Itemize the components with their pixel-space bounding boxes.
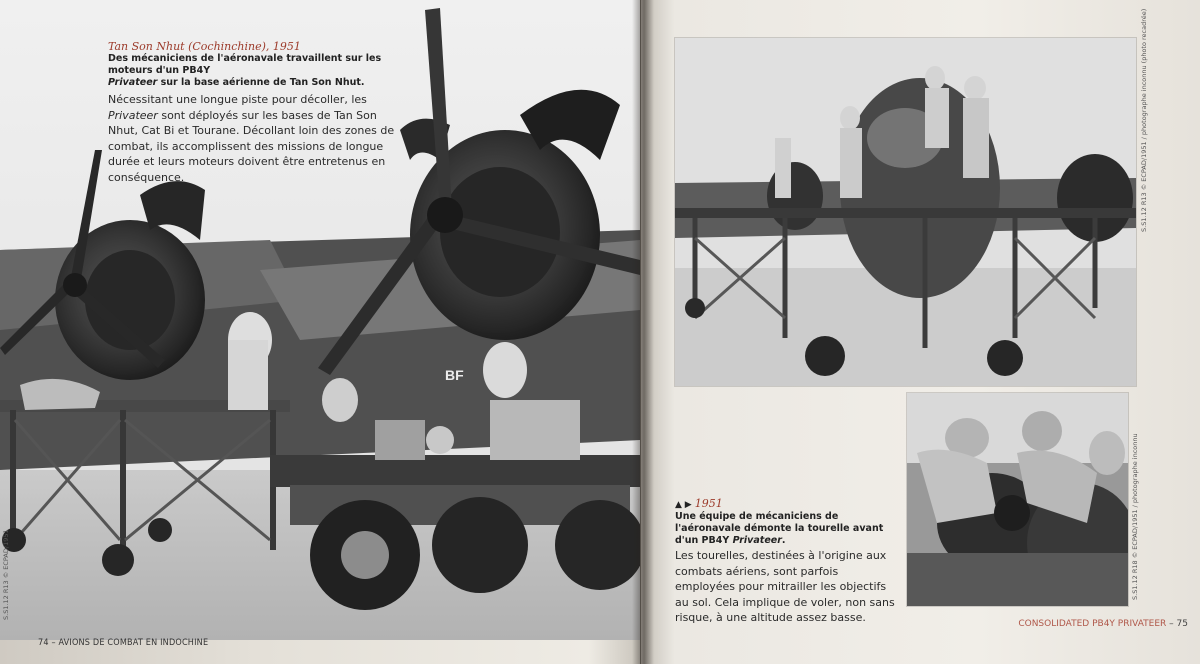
left-photo-credit: S.S1.12 R13 © ECPAD/1951 [2, 529, 10, 620]
right-caption-text-start: Une équipe de mécaniciens de l'aéronavale démonte la tourelle avant d'un [675, 511, 884, 546]
left-caption [108, 40, 408, 89]
right-caption-model: PB4Y [701, 535, 730, 546]
caption-arrows-icon: ▲ ▶ [675, 500, 692, 510]
right-caption-end: . [781, 535, 786, 546]
photo-scaffold-turret [675, 38, 1136, 386]
top-photo-credit: S.S1.12 R13 © ECPAD/1951 / photographe inconnu (photo recadrée) [1140, 8, 1148, 232]
folio-number: – 75 [1169, 619, 1188, 629]
folio-series: CONSOLIDATED PB4Y PRIVATEER [1018, 619, 1167, 629]
photo-top-right [675, 38, 1136, 386]
left-caption-text-end: sur la base aérienne de Tan Son Nhut. [157, 77, 365, 88]
photo-bottom-right [907, 393, 1128, 606]
folio-left: 74 – AVIONS DE COMBAT EN INDOCHINE [38, 638, 209, 648]
left-caption-title: Tan Son Nhut (Cochinchine), 1951 [108, 40, 301, 53]
bottom-photo-credit: S.S1.12 R18 © ECPAD/1951 / photographe inconnu [1131, 433, 1139, 600]
photo-turret-removal [907, 393, 1128, 606]
right-body-paragraph: Les tourelles, destinées à l'origine aux combats aériens, sont parfois employées pour mitrailler les objectifs au sol. Cela implique de voler, non sans risque, à une altitude assez basse. [675, 549, 895, 624]
folio-right [1018, 619, 1188, 629]
left-caption-text [108, 53, 408, 89]
right-caption [675, 492, 900, 547]
right-caption-name: Privateer [732, 535, 782, 546]
left-caption-text-start: Des mécaniciens de l'aéronavale travaillent sur les moteurs d'un [108, 53, 382, 76]
left-body-part2: sont déployés sur les bases de Tan Son Nhut, Cat Bi et Tourane. Décollant loin des zones de combat, ils accomplissent des missions de longue durée et leurs moteurs doivent être entretenus en conséquence. [108, 108, 395, 184]
left-body-part1: Nécessitant une longue piste pour décoller, les [108, 93, 367, 106]
left-caption-name: Privateer [108, 77, 158, 88]
right-caption-text [675, 511, 900, 547]
right-caption-title: 1951 [694, 497, 723, 510]
fuselage-code: BF [445, 367, 464, 383]
left-caption-model: PB4Y [182, 65, 211, 76]
left-body-paragraph [108, 92, 398, 185]
left-body-name: Privateer [108, 108, 158, 122]
